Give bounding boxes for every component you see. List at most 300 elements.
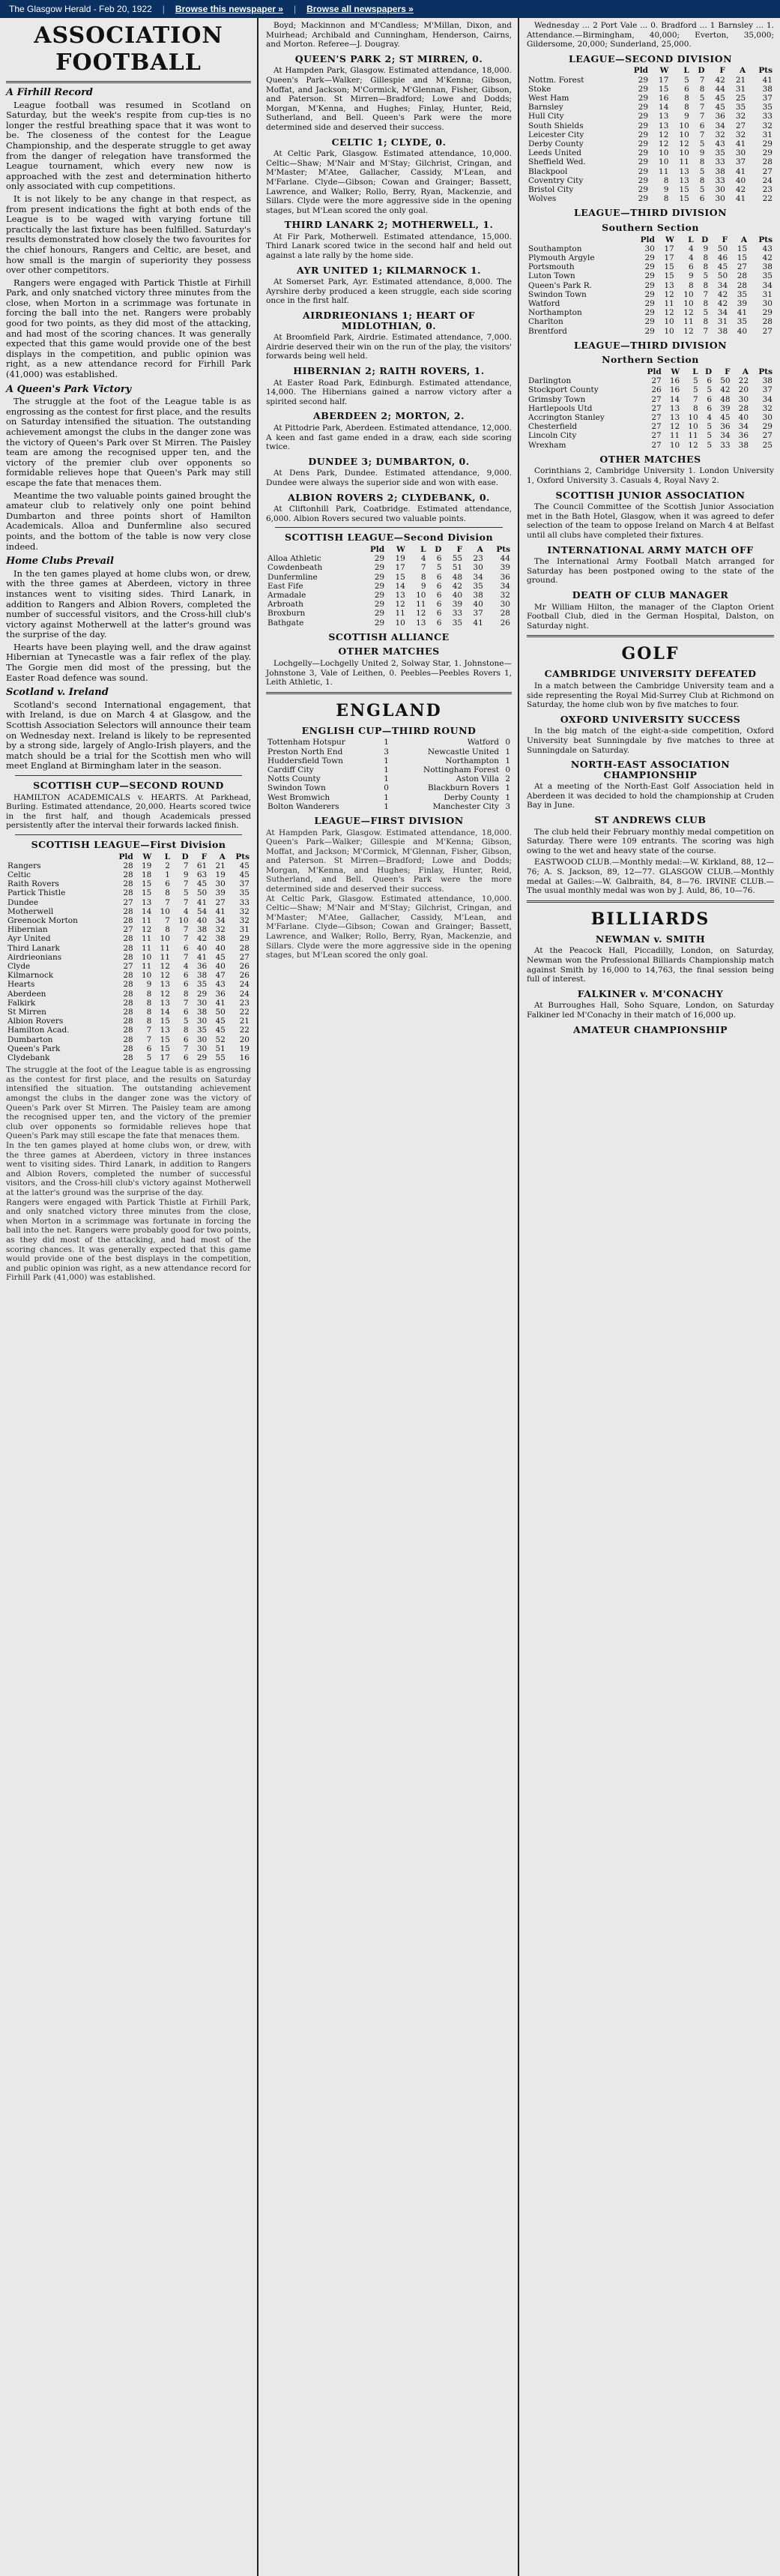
table-row — [527, 327, 774, 336]
table-row — [527, 299, 774, 308]
match-report: At Hampden Park, Glasgow. Estimated attendance, 18,000. Queen's Park—Walker; Gillespie and M'Kenna; Gibson, Moffat, and Jackson; M'Cormick, M'Glennan, Fisher, Gibson, and Paterson. St Mirren—Bradford; Lowe and Dodds; Morgan, M'Kenna, and Hughes; Finlay, Hunter, Reid, Sutherland, and Bell. Queen's Park were the more determined side and deserved their success. — [266, 66, 512, 132]
stat-cell: 5 — [684, 75, 689, 85]
table-row — [527, 148, 774, 157]
team-name-cell: St Mirren — [7, 1008, 46, 1017]
stat-cell: 39 — [720, 403, 731, 413]
team-name-cell: Chesterfield — [528, 422, 578, 432]
stat-cell: 41 — [215, 998, 226, 1008]
table-row — [527, 317, 774, 326]
stat-cell: 34 — [717, 308, 728, 318]
stat-cell: 29 — [638, 139, 649, 148]
stat-cell: 35 — [196, 980, 208, 990]
table-row — [266, 765, 512, 774]
stat-cell: 43 — [762, 244, 773, 253]
section-heading: OXFORD UNIVERSITY SUCCESS — [560, 713, 741, 725]
stat-cell: 8 — [699, 84, 705, 94]
section-heading: DEATH OF CLUB MANAGER — [572, 589, 729, 601]
team-name-cell: Ayr United — [7, 934, 51, 944]
stat-cell: 28 — [737, 280, 748, 290]
stat-cell: 28 — [737, 271, 748, 281]
stat-cell: 11 — [688, 431, 698, 441]
team-name-cell: Dunfermline — [267, 572, 318, 582]
table-caption: LEAGUE—SECOND DIVISION — [568, 52, 733, 64]
stat-cell: 12 — [664, 289, 674, 299]
stat-cell: 38 — [762, 262, 773, 272]
table-header-cell: A — [740, 235, 748, 244]
stat-cell: 35 — [452, 618, 463, 628]
team-name-cell: Hibernian — [7, 925, 48, 935]
table-header-cell — [527, 367, 638, 376]
match-report: At Cliftonhill Park, Coatbridge. Estimated attendance, 6,000. Albion Rovers secured two valuable points. — [266, 505, 512, 523]
stat-cell: 29 — [644, 262, 655, 272]
stat-cell: 1 — [384, 792, 389, 802]
table-header-cell — [266, 545, 358, 554]
browse-all-newspapers-link[interactable]: Browse all newspapers » — [306, 4, 414, 14]
stat-cell: 4 — [183, 962, 189, 971]
stat-cell: 27 — [735, 121, 746, 130]
stat-cell: 40 — [738, 413, 749, 423]
team-name-cell: West Bromwich — [267, 792, 330, 802]
stat-cell: 11 — [659, 166, 669, 176]
stat-cell: 30 — [762, 413, 773, 423]
stat-cell: 32 — [239, 906, 250, 916]
stat-cell: 30 — [196, 998, 208, 1008]
match-heading: HIBERNIAN 2; RAITH ROVERS, 1. — [293, 365, 485, 376]
stat-cell: 42 — [715, 75, 725, 85]
table-row — [6, 870, 251, 879]
stat-cell: 31 — [762, 130, 773, 139]
stat-cell: 5 — [692, 385, 698, 395]
stat-cell: 7 — [183, 998, 189, 1008]
stat-cell: 0 — [505, 738, 510, 747]
stat-cell: 28 — [123, 1035, 133, 1044]
match-heading: DUNDEE 3; DUMBARTON, 0. — [308, 455, 470, 467]
stat-cell: 9 — [684, 112, 689, 121]
article-paragraph: It is not likely to be any change in that respect, as from present indications the fight at both ends of the League is to be waged with varying fortune till practically the last fixture has been fulfilled. Saturday's results demonstrated how closely the two favourites for the chief honours, Rangers and Celtic, are beset, and how small is the margin of superiority they possess over other competitors. — [6, 193, 251, 276]
stat-cell: 1 — [384, 765, 389, 774]
match-heading: ABERDEEN 2; MORTON, 2. — [313, 410, 465, 422]
stat-cell: 42 — [720, 385, 731, 395]
stat-cell: 13 — [669, 403, 680, 413]
stat-cell: 23 — [762, 185, 773, 195]
league-table-third-south — [527, 235, 774, 336]
stat-cell: 6 — [165, 879, 170, 889]
stat-cell: 10 — [141, 971, 152, 981]
table-row — [527, 76, 774, 85]
team-name-cell: Swindon Town — [267, 783, 326, 793]
stat-cell: 17 — [664, 244, 674, 253]
stat-cell: 39 — [215, 888, 226, 898]
table-row — [527, 281, 774, 290]
stat-cell: 30 — [644, 244, 655, 253]
stat-cell: 6 — [183, 1053, 189, 1063]
stat-cell: 4 — [688, 253, 694, 263]
stat-cell: 8 — [688, 280, 694, 290]
team-name-cell: Coventry City — [528, 175, 584, 185]
table-header-cell: L — [688, 235, 694, 244]
stat-cell: 13 — [160, 1026, 170, 1035]
stat-cell: 8 — [183, 989, 189, 999]
team-name-cell: Nottm. Forest — [528, 75, 584, 85]
team-name-cell: Albion Rovers — [7, 1017, 64, 1026]
stat-cell: 28 — [762, 157, 773, 167]
table-header-cell: Pld — [647, 367, 662, 377]
stat-cell: 42 — [717, 299, 728, 309]
team-name-cell: Lincoln City — [528, 431, 577, 441]
team-name-cell: Northampton — [528, 308, 582, 318]
stat-cell: Watford — [467, 738, 499, 747]
team-name-cell: Cowdenbeath — [267, 563, 323, 573]
stat-cell: 28 — [123, 1053, 133, 1063]
table-row — [6, 1017, 251, 1026]
match-report: At Somerset Park, Ayr. Estimated attendance, 8,000. The Ayrshire derby produced a keen struggle, each side scoring once in the first half. — [266, 277, 512, 306]
table-row — [6, 1026, 251, 1035]
team-name-cell: Grimsby Town — [528, 394, 586, 404]
table-row — [527, 404, 774, 413]
table-row — [266, 600, 512, 609]
results-paragraph: Corinthians 2, Cambridge University 1. London University 1, Oxford University 3. Casuals 4, Royal Navy 2. — [527, 466, 774, 486]
team-name-cell: Wrexham — [528, 440, 566, 450]
table-caption: LEAGUE—FIRST DIVISION — [314, 814, 464, 826]
stat-cell: 7 — [703, 326, 709, 336]
stat-cell: 32 — [735, 112, 746, 121]
browser-nav-bar — [0, 0, 780, 18]
stat-cell: 5 — [703, 271, 709, 281]
article-paragraph: Hearts have been playing well, and the draw against Hibernian at Tynecastle was a fair reflex of the play. The Gorgie men did most of the pressing, but the Easter Road defence was sound. — [6, 641, 251, 683]
stat-cell: 19 — [239, 1044, 250, 1053]
stat-cell: 61 — [196, 861, 208, 870]
stat-cell: 35 — [239, 888, 250, 898]
stat-cell: 41 — [735, 139, 746, 148]
stat-cell: 12 — [160, 989, 170, 999]
stat-cell: 9 — [146, 980, 152, 990]
table-header-cell: F — [456, 544, 463, 554]
team-name-cell: Partick Thistle — [7, 888, 66, 898]
article-paragraph: In the big match of the eight-a-side competition, Oxford University beat Sunningdale by five matches to three at Sunningdale on Saturday. — [527, 726, 774, 755]
stat-cell: 4 — [183, 906, 189, 916]
table-row — [527, 157, 774, 166]
stat-cell: 39 — [452, 600, 463, 610]
stat-cell: Newcastle United — [427, 747, 499, 756]
table-row — [266, 802, 512, 811]
stat-cell: 1 — [165, 870, 170, 879]
table-row — [6, 925, 251, 934]
results-paragraph: Wednesday ... 2 Port Vale ... 0. Bradford ... 1 Barnsley ... 1. Attendance.—Birmingham, 40,000; Everton, 35,000; Gildersome, 20,000; Sunderland, 25,000. — [527, 21, 774, 49]
filler-text: In the ten games played at home clubs won, or drew, with the three games at Aberdeen, victory in three instances went to visiting sides. Third Lanark, in addition to Rangers and Albion Rovers, completed the number of successful visitors, and the Cross-hill club's victory against Motherwell at the latter's ground was the surprise of the day. — [6, 1140, 251, 1197]
browse-this-newspaper-link[interactable]: Browse this newspaper » — [175, 4, 283, 14]
league-table-first-division — [6, 852, 251, 1063]
stat-cell: 10 — [659, 157, 669, 167]
stat-cell: 45 — [196, 879, 208, 889]
stat-cell: 9 — [699, 148, 705, 158]
stat-cell: 50 — [215, 1008, 226, 1017]
table-header-row — [527, 367, 774, 376]
stat-cell: 36 — [196, 962, 208, 971]
stat-cell: 37 — [762, 93, 773, 103]
stat-cell: 38 — [196, 925, 208, 935]
stat-cell: 39 — [500, 563, 510, 573]
stat-cell: 36 — [720, 422, 731, 432]
section-heading: AMATEUR CHAMPIONSHIP — [573, 1023, 728, 1035]
stat-cell: 12 — [416, 609, 426, 619]
table-row — [266, 783, 512, 792]
section-heading: CAMBRIDGE UNIVERSITY DEFEATED — [544, 668, 757, 680]
stat-cell: 14 — [395, 581, 405, 591]
stat-cell: 29 — [638, 112, 649, 121]
section-masthead: ASSOCIATION FOOTBALL — [34, 22, 223, 76]
table-row — [527, 441, 774, 450]
stat-cell: 36 — [715, 112, 725, 121]
stat-cell: 54 — [196, 906, 208, 916]
stat-cell: 52 — [215, 1035, 226, 1044]
stat-cell: 37 — [735, 157, 746, 167]
stat-cell: 29 — [638, 130, 649, 139]
team-name-cell: Hearts — [7, 980, 35, 990]
stat-cell: 35 — [735, 103, 746, 112]
stat-cell: 28 — [123, 861, 133, 870]
stat-cell: 29 — [638, 175, 649, 185]
stat-cell: 11 — [669, 431, 680, 441]
stat-cell: 22 — [738, 376, 749, 386]
stat-cell: 15 — [737, 244, 748, 253]
table-row — [527, 103, 774, 112]
stat-cell: 29 — [644, 253, 655, 263]
stat-cell: 35 — [762, 271, 773, 281]
table-row — [527, 167, 774, 176]
stat-cell: 7 — [699, 130, 705, 139]
team-name-cell: Queen's Park — [7, 1044, 61, 1053]
team-name-cell: South Shields — [528, 121, 584, 130]
divider — [15, 775, 242, 776]
stat-cell: 38 — [717, 326, 728, 336]
team-name-cell: Leicester City — [528, 130, 584, 139]
stat-cell: 3 — [384, 747, 389, 756]
stat-cell: 11 — [141, 934, 152, 944]
stat-cell: 10 — [679, 121, 689, 130]
stat-cell: 6 — [436, 609, 442, 619]
stat-cell: 29 — [374, 609, 385, 619]
stat-cell: 2 — [505, 774, 510, 784]
stat-cell: 14 — [659, 103, 669, 112]
stat-cell: 7 — [692, 394, 698, 404]
match-report: At Broomfield Park, Airdrie. Estimated attendance, 7,000. Airdrie deserved their win on the run of the play, the visitors' forwards being well held. — [266, 333, 512, 361]
table-caption: ENGLISH CUP—THIRD ROUND — [301, 724, 477, 736]
stat-cell: 29 — [762, 148, 773, 158]
league-table-third-north — [527, 367, 774, 450]
team-name-cell: Watford — [528, 299, 560, 309]
stat-cell: 8 — [420, 572, 426, 582]
table-row — [6, 879, 251, 888]
section-heading: NORTH-EAST ASSOCIATION CHAMPIONSHIP — [570, 759, 731, 780]
stat-cell: 6 — [436, 590, 442, 600]
stat-cell: 28 — [500, 609, 510, 619]
table-row — [527, 112, 774, 121]
stat-cell: 34 — [215, 915, 226, 925]
stat-cell: 22 — [239, 1026, 250, 1035]
stat-cell: 29 — [762, 422, 773, 432]
match-report: At Pittodrie Park, Aberdeen. Estimated attendance, 12,000. A keen and fast game ended in a draw, each side scoring twice. — [266, 423, 512, 452]
article-paragraph: In the ten games played at home clubs won, or drew, with the three games at Aberdeen, victory in three instances went to visiting sides. Third Lanark, in addition to Rangers and Albion Rovers, completed the number of successful visitors, and the Cross-hill club's victory against Motherwell at the latter's ground was the surprise of the day. — [6, 568, 251, 640]
stat-cell: 26 — [239, 962, 250, 971]
stat-cell: 8 — [703, 299, 709, 309]
stat-cell: 29 — [638, 121, 649, 130]
stat-cell: 8 — [146, 1008, 152, 1017]
stat-cell: 15 — [160, 1035, 170, 1044]
table-row — [266, 554, 512, 563]
stat-cell: 5 — [436, 563, 442, 573]
stat-cell: 16 — [659, 93, 669, 103]
stat-cell: 35 — [473, 581, 483, 591]
stat-cell: 11 — [141, 943, 152, 953]
stat-cell: 50 — [717, 244, 728, 253]
table-row — [6, 888, 251, 897]
stat-cell: 38 — [738, 440, 749, 450]
stat-cell: 16 — [239, 1053, 250, 1063]
table-row — [266, 582, 512, 591]
team-name-cell: Airdrieonians — [7, 952, 62, 962]
stat-cell: 10 — [683, 299, 694, 309]
stat-cell: 16 — [669, 385, 680, 395]
stat-cell: 15 — [664, 271, 674, 281]
stat-cell: 42 — [735, 185, 746, 195]
stat-cell: 14 — [669, 394, 680, 404]
table-header-row — [6, 852, 251, 861]
stat-cell: 26 — [500, 618, 510, 628]
team-name-cell: Cardiff City — [267, 765, 314, 774]
table-row — [266, 756, 512, 765]
stat-cell: 29 — [196, 989, 208, 999]
team-name-cell: Motherwell — [7, 906, 54, 916]
stat-cell: 27 — [651, 422, 662, 432]
stat-cell: 11 — [141, 915, 152, 925]
stat-cell: 30 — [473, 563, 483, 573]
table-header-cell: Pld — [633, 66, 649, 76]
stat-cell: 7 — [699, 103, 705, 112]
stat-cell: 35 — [196, 1026, 208, 1035]
stat-cell: 15 — [664, 262, 674, 272]
stat-cell: 28 — [123, 1017, 133, 1026]
stat-cell: 5 — [183, 1017, 189, 1026]
team-name-cell: Sheffield Wed. — [528, 157, 586, 167]
team-name-cell: Southampton — [528, 244, 582, 253]
divider — [275, 527, 503, 528]
stat-cell: 20 — [239, 1035, 250, 1044]
stat-cell: 23 — [239, 998, 250, 1008]
stat-cell: 32 — [762, 403, 773, 413]
stat-cell: 8 — [663, 194, 669, 204]
section-headline: BILLIARDS — [590, 909, 710, 929]
table-header-cell: F — [725, 367, 731, 377]
stat-cell: 7 — [699, 75, 705, 85]
stat-cell: 5 — [183, 888, 189, 898]
stat-cell: 15 — [679, 194, 689, 204]
team-name-cell: Leeds United — [528, 148, 581, 158]
table-header-cell: D — [701, 235, 709, 244]
stat-cell: 32 — [715, 130, 725, 139]
stat-cell: 19 — [215, 870, 226, 879]
stat-cell: 14 — [160, 1008, 170, 1017]
article-paragraph: At a meeting of the North-East Golf Association held in Aberdeen it was decided to hold the championship at Cruden Bay in June. — [527, 782, 774, 810]
stat-cell: 38 — [762, 376, 773, 386]
stat-cell: 27 — [123, 897, 133, 907]
newspaper-title: The Glasgow Herald - Feb 20, 1922 — [9, 4, 152, 14]
table-caption: SCOTTISH LEAGUE—Second Division — [284, 532, 494, 544]
stat-cell: 21 — [735, 75, 746, 85]
stat-cell: 8 — [165, 888, 170, 898]
stat-cell: 5 — [692, 376, 698, 386]
table-header-cell: F — [201, 852, 208, 861]
table-header-cell: A — [219, 852, 226, 861]
stat-cell: 44 — [500, 554, 510, 564]
team-name-cell: Hartlepools Utd — [528, 403, 593, 413]
stat-cell: 6 — [436, 600, 442, 610]
stat-cell: 5 — [699, 166, 705, 176]
stat-cell: 28 — [123, 980, 133, 990]
table-header-cell: Pld — [118, 852, 133, 861]
table-row — [6, 1008, 251, 1017]
stat-cell: 8 — [703, 317, 709, 327]
table-subcaption: Northern Section — [602, 354, 699, 366]
table-row — [527, 262, 774, 271]
stat-cell: 42 — [452, 581, 463, 591]
section-heading: SCOTTISH JUNIOR ASSOCIATION — [555, 489, 746, 501]
stat-cell: 28 — [123, 870, 133, 879]
article-paragraph: League football was resumed in Scotland on Saturday, but the week's respite from cup-ties is no longer the restful breathing space that it was wont to be. The closeness of the contest for the League Championship, and the desperate struggle to get away from the danger of relegation have transformed the League tournament, which every new now is approached with the zest and determination hitherto only associated with cup competitions. — [6, 99, 251, 192]
table-header-cell: Pts — [758, 367, 773, 377]
league-table-english-second-division — [527, 66, 774, 203]
stat-cell: 5 — [699, 139, 705, 148]
stat-cell: 12 — [659, 130, 669, 139]
stat-cell: 6 — [707, 394, 713, 404]
stat-cell: 21 — [215, 861, 226, 870]
stat-cell: 33 — [715, 157, 725, 167]
stat-cell: 50 — [720, 376, 731, 386]
stat-cell: 41 — [196, 952, 208, 962]
stat-cell: 40 — [215, 943, 226, 953]
stat-cell: 20 — [738, 385, 749, 395]
stat-cell: 13 — [416, 618, 426, 628]
stat-cell: 34 — [473, 572, 483, 582]
stat-cell: 7 — [183, 897, 189, 907]
table-row — [6, 980, 251, 989]
stat-cell: 10 — [416, 590, 426, 600]
stat-cell: 8 — [183, 1026, 189, 1035]
stat-cell: 27 — [651, 394, 662, 404]
table-header-cell: W — [142, 852, 152, 861]
stat-cell: 10 — [395, 618, 405, 628]
stat-cell: 29 — [644, 299, 655, 309]
stat-cell: 29 — [638, 148, 649, 158]
stat-cell: 29 — [762, 139, 773, 148]
stat-cell: 29 — [239, 934, 250, 944]
section-heading: INTERNATIONAL ARMY MATCH OFF — [547, 544, 754, 556]
team-name-cell: Kilmarnock — [7, 971, 54, 981]
stat-cell: 1 — [384, 801, 389, 811]
section-headline: GOLF — [621, 644, 680, 664]
stat-cell: 1 — [384, 774, 389, 784]
stat-cell: 27 — [737, 262, 748, 272]
stat-cell: 11 — [395, 609, 405, 619]
table-row — [527, 290, 774, 299]
stat-cell: 29 — [638, 185, 649, 195]
stat-cell: 15 — [141, 888, 152, 898]
team-name-cell: Barnsley — [528, 103, 563, 112]
stat-cell: 38 — [196, 1008, 208, 1017]
stat-cell: 38 — [715, 166, 725, 176]
stat-cell: 45 — [215, 1026, 226, 1035]
stat-cell: 13 — [160, 998, 170, 1008]
team-name-cell: Dundee — [7, 897, 39, 907]
